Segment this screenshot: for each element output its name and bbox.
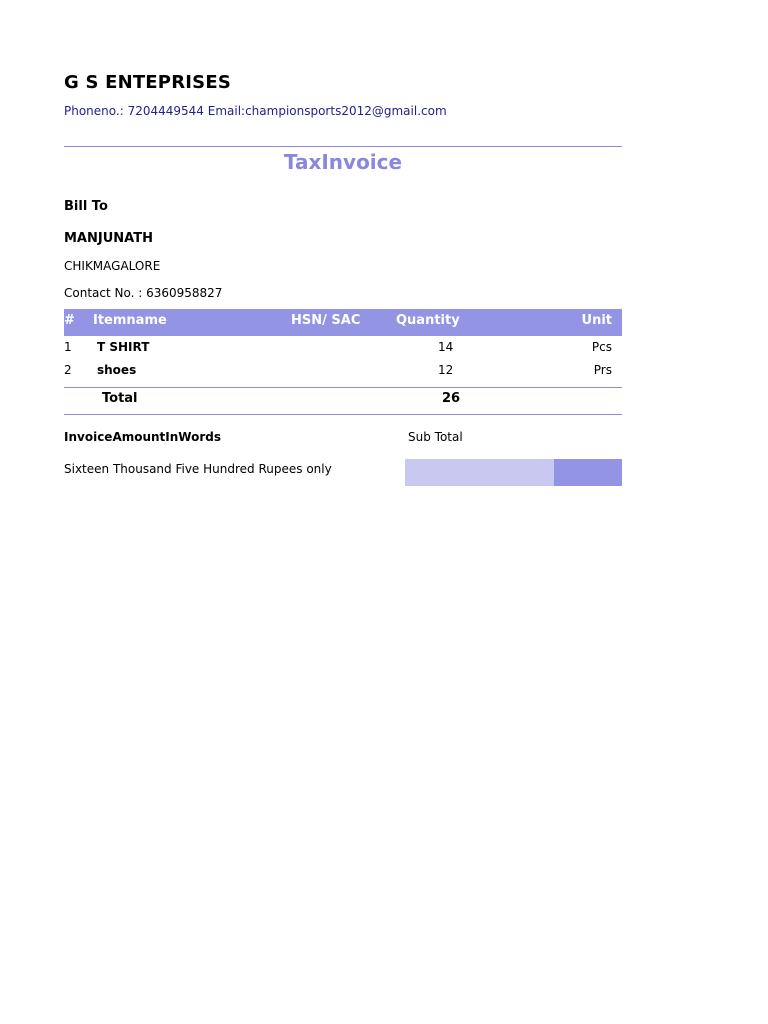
document-title: TaxInvoice xyxy=(283,150,403,174)
items-table-header xyxy=(64,309,622,336)
row-quantity: 14 xyxy=(438,340,454,354)
total-row xyxy=(64,390,622,412)
amount-in-words-label: InvoiceAmountInWords xyxy=(64,430,222,444)
row-itemname: T SHIRT xyxy=(97,340,150,354)
company-name: G S ENTEPRISES xyxy=(64,72,231,93)
total-label: Total xyxy=(102,391,138,406)
header-itemname: Itemname xyxy=(93,313,167,328)
customer-contact: Contact No. : 6360958827 xyxy=(64,286,223,300)
total-divider-top xyxy=(64,387,622,388)
row-itemname: shoes xyxy=(97,363,137,377)
table-row xyxy=(64,339,622,361)
bill-to-label: Bill To xyxy=(64,199,108,214)
subtotal-label-cell xyxy=(405,459,554,486)
row-unit: Prs xyxy=(593,363,612,377)
header-divider xyxy=(64,146,622,147)
customer-city: CHIKMAGALORE xyxy=(64,259,161,273)
row-quantity: 12 xyxy=(438,363,454,377)
row-number: 1 xyxy=(64,340,72,354)
header-unit: Unit xyxy=(581,313,612,328)
header-quantity: Quantity xyxy=(396,313,460,328)
customer-name: MANJUNATH xyxy=(64,231,153,246)
total-divider-bottom xyxy=(64,414,622,415)
header-hsn-sac: HSN/ SAC xyxy=(291,313,361,328)
company-contact-line: Phoneno.: 7204449544 Email:championsports2012@gmail.com xyxy=(64,104,447,118)
row-number: 2 xyxy=(64,363,72,377)
total-quantity: 26 xyxy=(442,391,461,406)
table-row xyxy=(64,362,622,384)
amount-in-words-value: Sixteen Thousand Five Hundred Rupees only xyxy=(64,462,332,476)
header-number: # xyxy=(64,313,75,328)
row-unit: Pcs xyxy=(591,340,612,354)
subtotal-value-cell xyxy=(554,459,622,486)
subtotal-label: Sub Total xyxy=(408,430,463,444)
